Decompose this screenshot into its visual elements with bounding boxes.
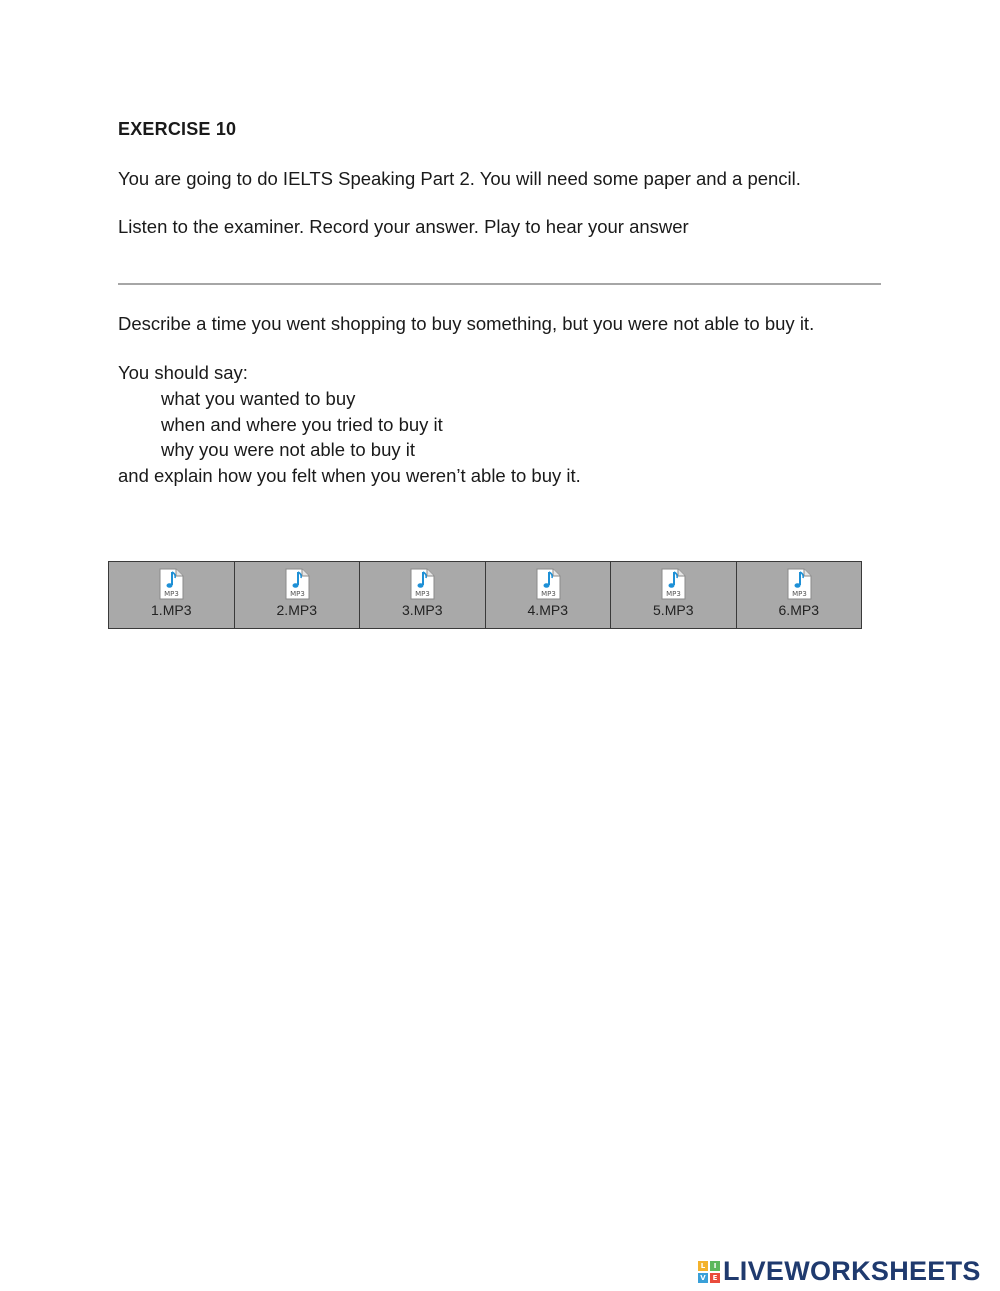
mp3-file-icon [660,568,686,600]
svg-text:MP3: MP3 [164,590,180,598]
file-label: 5.MP3 [653,602,694,618]
task-point: what you wanted to buy [161,388,356,409]
mp3-file-icon [535,568,561,600]
audio-file-3[interactable] [360,562,486,628]
file-label: 3.MP3 [402,602,443,618]
svg-text:MP3: MP3 [666,590,682,598]
logo-block: E [710,1273,720,1283]
instructions-text: Listen to the examiner. Record your answer. Play to hear your answer [118,216,689,237]
should-say-label: You should say: [118,362,248,383]
task-prompt: Describe a time you went shopping to buy something, but you were not able to buy it. [118,313,815,334]
file-label: 4.MP3 [527,602,568,618]
audio-file-bar [108,561,862,629]
svg-text:MP3: MP3 [540,590,556,598]
logo-wordmark: LIVEWORKSHEETS [723,1256,981,1286]
logo-block: L [698,1261,708,1271]
logo-block: V [698,1273,708,1283]
audio-file-1[interactable] [109,562,235,628]
audio-file-2[interactable] [235,562,361,628]
logo-block: I [710,1261,720,1271]
mp3-file-icon [786,568,812,600]
liveworksheets-logo [698,1256,981,1287]
mp3-file-icon [284,568,310,600]
audio-file-5[interactable] [611,562,737,628]
task-point: when and where you tried to buy it [161,414,443,435]
exercise-title: EXERCISE 10 [118,119,237,139]
file-label: 6.MP3 [778,602,819,618]
audio-file-6[interactable] [737,562,862,628]
svg-text:MP3: MP3 [289,590,305,598]
task-closing: and explain how you felt when you weren’t able to buy it. [118,465,581,486]
divider [118,283,881,285]
file-label: 1.MP3 [151,602,192,618]
task-point: why you were not able to buy it [161,439,416,460]
intro-text: You are going to do IELTS Speaking Part 2. You will need some paper and a pencil. [118,168,801,189]
audio-file-4[interactable] [486,562,612,628]
svg-text:MP3: MP3 [791,590,807,598]
mp3-file-icon [158,568,184,600]
svg-text:MP3: MP3 [415,590,431,598]
file-label: 2.MP3 [276,602,317,618]
logo-blocks [698,1261,720,1283]
mp3-file-icon [409,568,435,600]
